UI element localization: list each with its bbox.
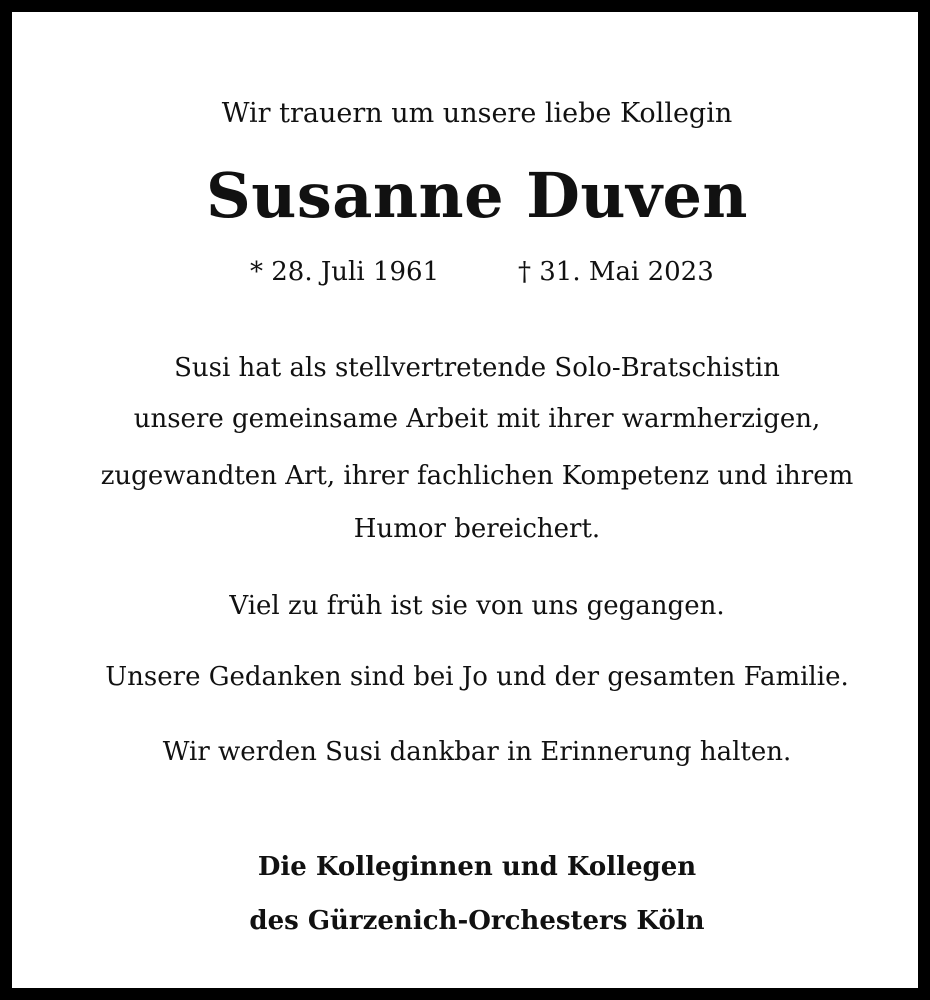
signature-line: des Gürzenich-Orchesters Köln: [249, 906, 705, 936]
tribute-line: Unsere Gedanken sind bei Jo und der gesamten Familie.: [105, 662, 849, 692]
tribute-line: unsere gemeinsame Arbeit mit ihrer warmherzigen,: [133, 404, 821, 434]
signature-line: Die Kolleginnen und Kollegen: [257, 852, 697, 882]
tribute-line: zugewandten Art, ihrer fachlichen Kompetenz und ihrem: [100, 461, 854, 491]
deceased-name: Susanne Duven: [205, 159, 748, 232]
tribute-line: Wir werden Susi dankbar in Erinnerung halten.: [162, 737, 792, 767]
tribute-line: Susi hat als stellvertretende Solo-Bratschistin: [174, 353, 780, 383]
birth-date: * 28. Juli 1961: [250, 257, 440, 287]
intro-line: Wir trauern um unsere liebe Kollegin: [221, 98, 733, 129]
death-date: † 31. Mai 2023: [518, 257, 714, 287]
tribute-line: Humor bereichert.: [353, 514, 601, 544]
tribute-line: Viel zu früh ist sie von uns gegangen.: [229, 591, 725, 621]
